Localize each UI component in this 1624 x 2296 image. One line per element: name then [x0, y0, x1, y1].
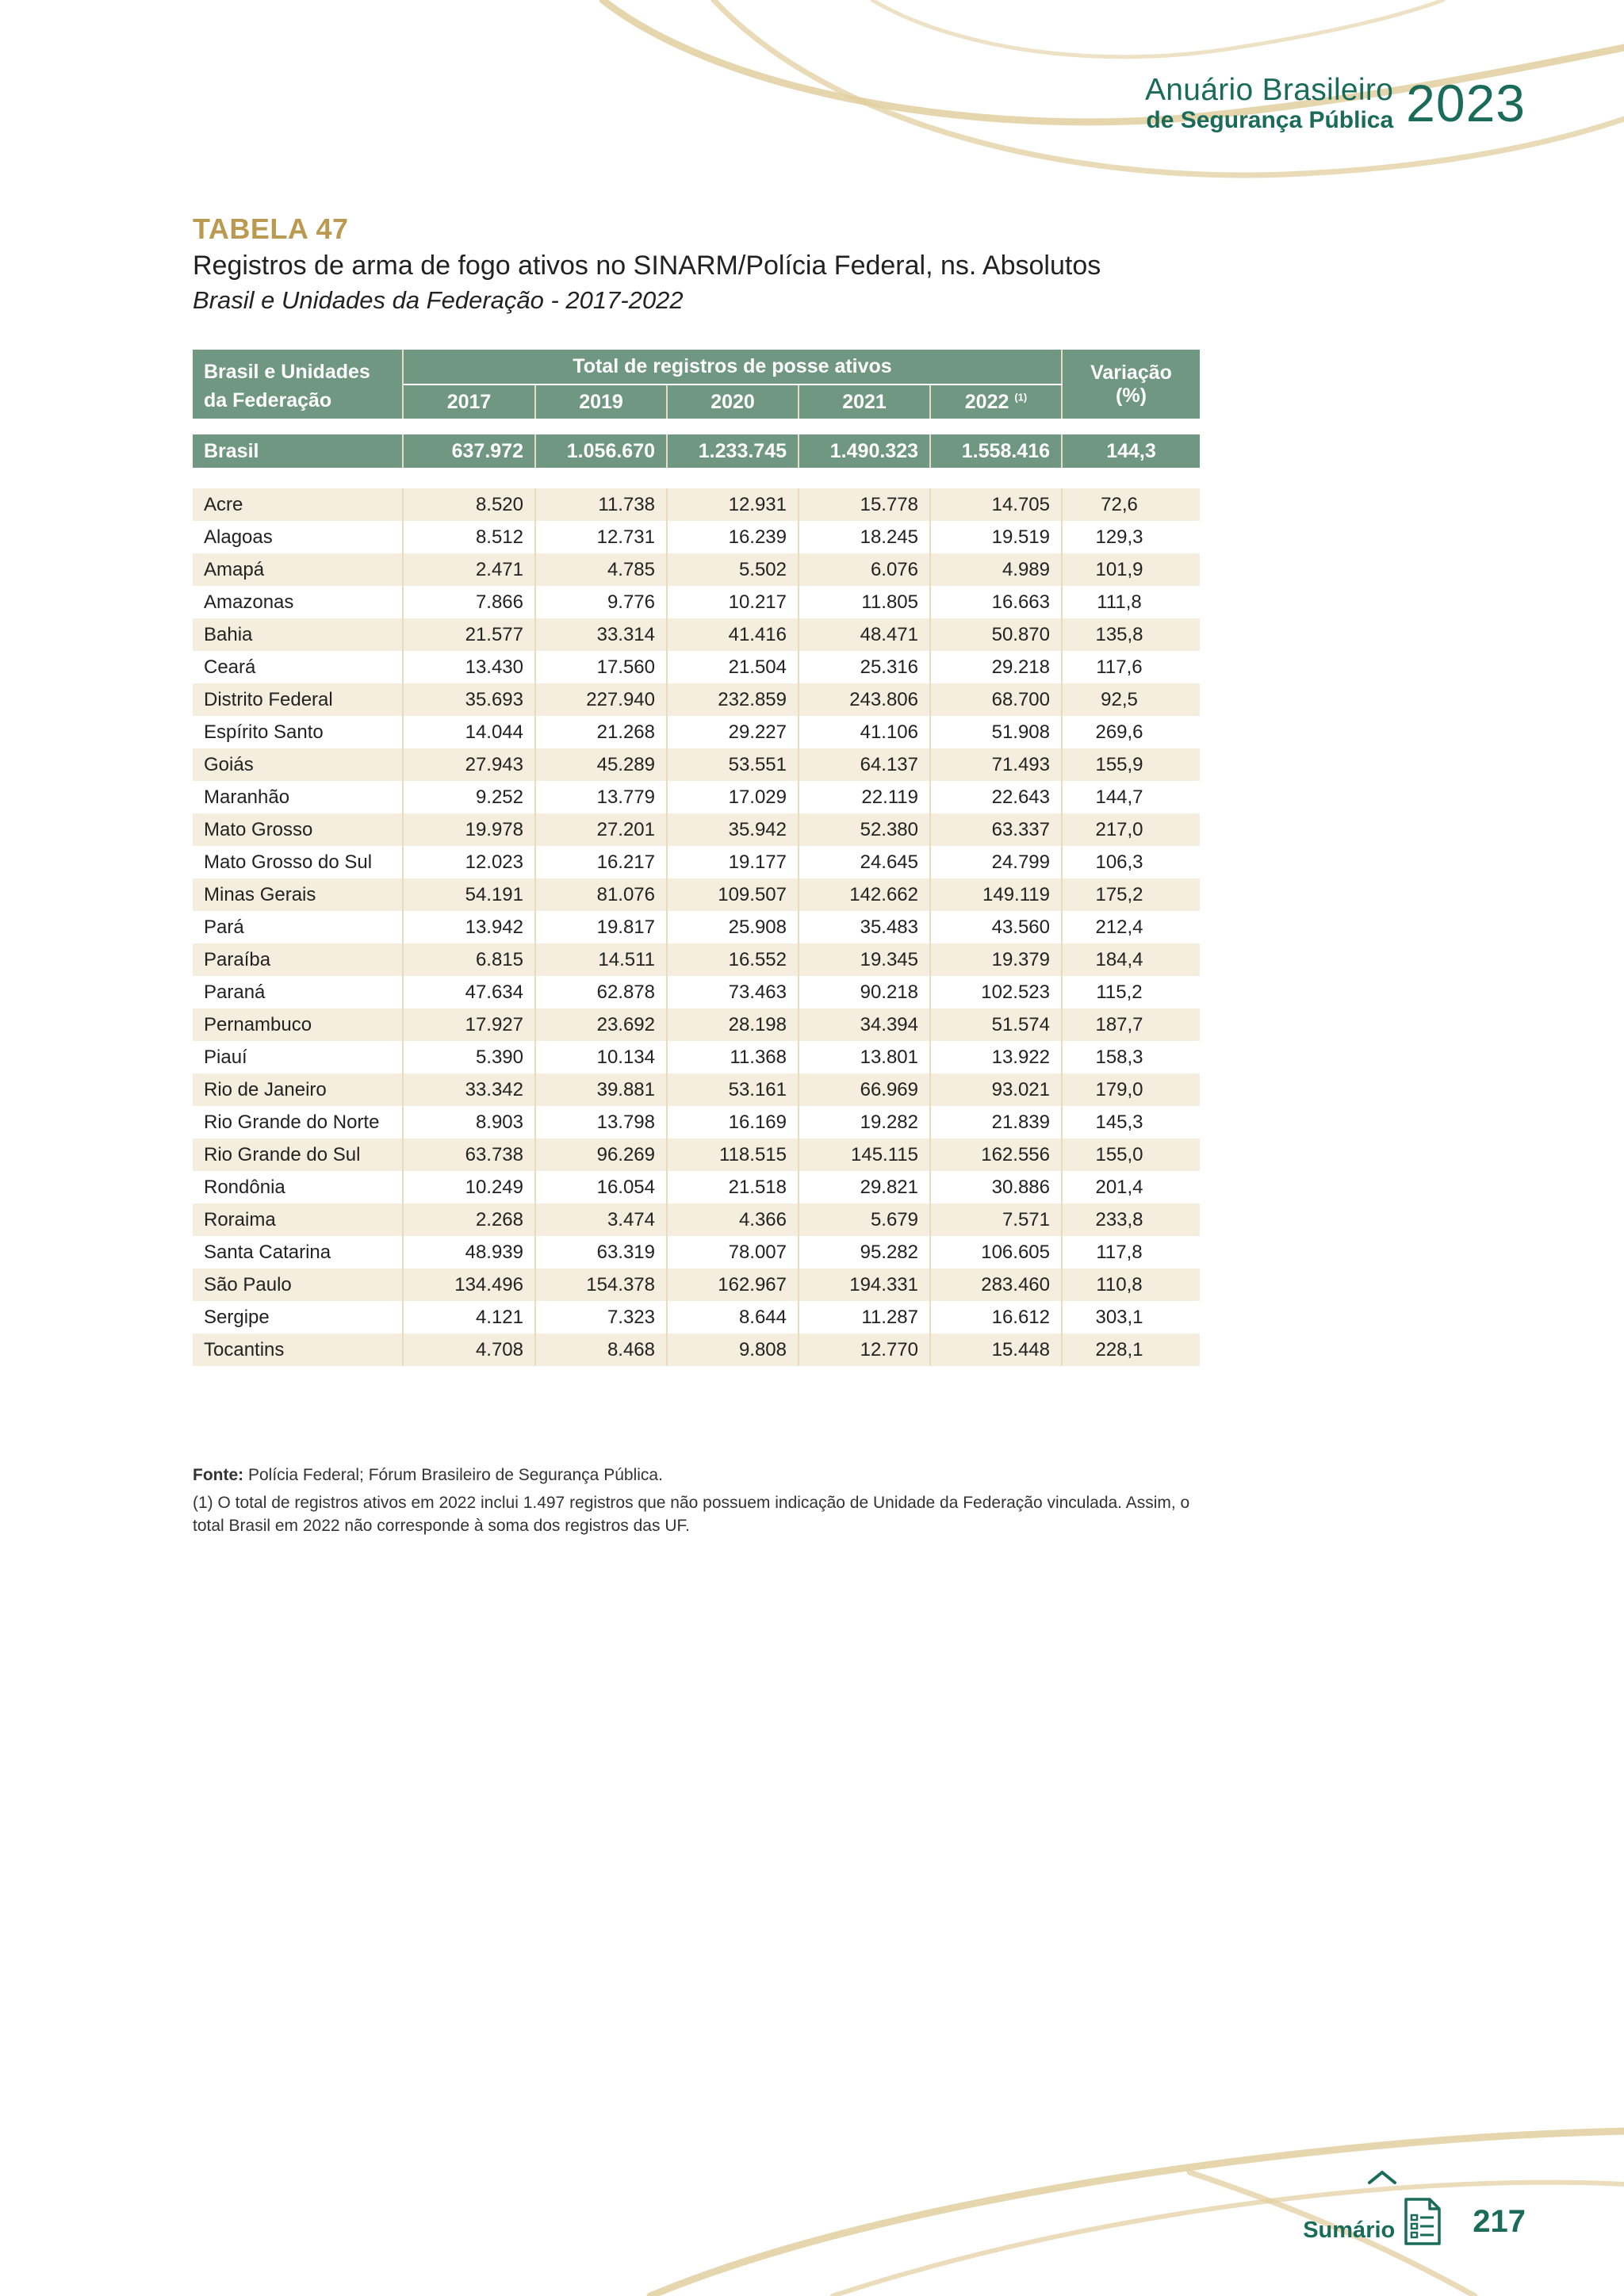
table-cell: 637.972 [403, 434, 535, 468]
table-cell: 158,3 [1062, 1041, 1200, 1073]
table-cell: 7.323 [535, 1301, 667, 1334]
table-row [193, 716, 1200, 748]
table-cell: 17.560 [535, 651, 667, 683]
table-cell: 144,7 [1062, 781, 1200, 813]
table-cell: 13.801 [799, 1041, 930, 1073]
publication-brand [1145, 73, 1526, 133]
table-cell: 16.169 [667, 1106, 799, 1138]
table-cell: 25.908 [667, 911, 799, 943]
table-row [193, 943, 1200, 976]
table-cell: 41.106 [799, 716, 930, 748]
table-cell: 6.076 [799, 553, 930, 586]
table-cell: 93.021 [930, 1073, 1062, 1106]
table-cell: 283.460 [930, 1269, 1062, 1301]
page-footer [1303, 2196, 1526, 2247]
table-row [193, 521, 1200, 553]
table-cell: 179,0 [1062, 1073, 1200, 1106]
data-table [193, 350, 1200, 1366]
source-note [193, 1464, 1200, 1487]
table-cell: 45.289 [535, 748, 667, 781]
table-cell: 48.939 [403, 1236, 535, 1269]
table-cell: 4.366 [667, 1203, 799, 1236]
table-row [193, 1171, 1200, 1203]
table-cell: 95.282 [799, 1236, 930, 1269]
table-cell: 5.390 [403, 1041, 535, 1073]
table-cell: 48.471 [799, 618, 930, 651]
table-notes [193, 1464, 1200, 1542]
table-cell: 63.337 [930, 813, 1062, 846]
table-cell: 54.191 [403, 878, 535, 911]
table-cell: 14.705 [930, 488, 1062, 521]
table-cell: 15.448 [930, 1334, 1062, 1366]
table-cell: 16.612 [930, 1301, 1062, 1334]
table-cell: 2.471 [403, 553, 535, 586]
table-cell: 4.708 [403, 1334, 535, 1366]
state-name-cell: Tocantins [193, 1334, 403, 1366]
table-cell: 13.942 [403, 911, 535, 943]
table-row [193, 1236, 1200, 1269]
table-row [193, 911, 1200, 943]
table-cell: 175,2 [1062, 878, 1200, 911]
table-cell: 201,4 [1062, 1171, 1200, 1203]
state-name-cell: Mato Grosso do Sul [193, 846, 403, 878]
table-cell: 71.493 [930, 748, 1062, 781]
table-cell: 62.878 [535, 976, 667, 1008]
table-cell: 129,3 [1062, 521, 1200, 553]
brand-line-1: Anuário Brasileiro [1144, 72, 1394, 107]
column-header-year: 2019 [535, 385, 667, 419]
column-header-year-2022 [930, 385, 1062, 419]
table-cell: 135,8 [1062, 618, 1200, 651]
table-row [193, 553, 1200, 586]
brand-line-2: de Segurança Pública [1146, 106, 1394, 133]
state-name-cell: Goiás [193, 748, 403, 781]
state-name-cell: Mato Grosso [193, 813, 403, 846]
table-cell: 243.806 [799, 683, 930, 716]
table-cell: 64.137 [799, 748, 930, 781]
table-cell: 12.770 [799, 1334, 930, 1366]
table-cell: 19.177 [667, 846, 799, 878]
table-cell: 30.886 [930, 1171, 1062, 1203]
table-cell: 28.198 [667, 1008, 799, 1041]
table-cell: 19.978 [403, 813, 535, 846]
table-cell: 66.969 [799, 1073, 930, 1106]
table-cell: 47.634 [403, 976, 535, 1008]
table-cell: 19.519 [930, 521, 1062, 553]
table-cell: 29.218 [930, 651, 1062, 683]
table-cell: 162.967 [667, 1269, 799, 1301]
state-name-cell: Roraima [193, 1203, 403, 1236]
table-row [193, 1334, 1200, 1366]
column-header-year: 2020 [667, 385, 799, 419]
table-cell: 5.679 [799, 1203, 930, 1236]
table-cell: 51.574 [930, 1008, 1062, 1041]
table-cell: 8.903 [403, 1106, 535, 1138]
table-cell: 39.881 [535, 1073, 667, 1106]
table-cell: 21.268 [535, 716, 667, 748]
table-cell: 9.776 [535, 586, 667, 618]
state-name-cell: Amapá [193, 553, 403, 586]
table-cell: 184,4 [1062, 943, 1200, 976]
table-cell: 13.430 [403, 651, 535, 683]
table-cell: 145,3 [1062, 1106, 1200, 1138]
table-cell: 1.558.416 [930, 434, 1062, 468]
table-cell: 8.520 [403, 488, 535, 521]
table-cell: 134.496 [403, 1269, 535, 1301]
brand-year: 2023 [1406, 74, 1526, 132]
table-cell: 117,6 [1062, 651, 1200, 683]
table-cell: 16.663 [930, 586, 1062, 618]
table-cell: 43.560 [930, 911, 1062, 943]
table-cell: 22.119 [799, 781, 930, 813]
table-cell: 2.268 [403, 1203, 535, 1236]
table-cell: 27.201 [535, 813, 667, 846]
table-cell: 14.044 [403, 716, 535, 748]
table-cell: 63.319 [535, 1236, 667, 1269]
table-cell: 18.245 [799, 521, 930, 553]
table-cell: 24.799 [930, 846, 1062, 878]
table-cell: 50.870 [930, 618, 1062, 651]
footnote-marker: (1) [1014, 391, 1028, 404]
table-cell: 15.778 [799, 488, 930, 521]
table-subtitle: Brasil e Unidades da Federação - 2017-2022 [193, 286, 684, 314]
table-cell: 154.378 [535, 1269, 667, 1301]
table-cell: 96.269 [535, 1138, 667, 1171]
table-cell: 16.217 [535, 846, 667, 878]
table-cell: 78.007 [667, 1236, 799, 1269]
table-cell: 13.779 [535, 781, 667, 813]
table-cell: 53.161 [667, 1073, 799, 1106]
table-cell: 4.989 [930, 553, 1062, 586]
table-cell: 16.552 [667, 943, 799, 976]
table-row [193, 813, 1200, 846]
table-cell: 12.731 [535, 521, 667, 553]
year-2022-label: 2022 [964, 390, 1009, 413]
table-cell: 25.316 [799, 651, 930, 683]
state-name-cell: Paraná [193, 976, 403, 1008]
table-cell: 10.134 [535, 1041, 667, 1073]
table-cell: 72,6 [1062, 488, 1200, 521]
table-cell: Brasil [193, 434, 403, 468]
state-name-cell: Alagoas [193, 521, 403, 553]
state-name-cell: Sergipe [193, 1301, 403, 1334]
table-cell: 19.817 [535, 911, 667, 943]
table-cell: 7.571 [930, 1203, 1062, 1236]
table-cell: 27.943 [403, 748, 535, 781]
table-cell: 52.380 [799, 813, 930, 846]
column-header-year: 2021 [799, 385, 930, 419]
table-cell: 9.808 [667, 1334, 799, 1366]
table-cell: 11.368 [667, 1041, 799, 1073]
state-name-cell: Pernambuco [193, 1008, 403, 1041]
table-cell: 303,1 [1062, 1301, 1200, 1334]
table-cell: 19.379 [930, 943, 1062, 976]
table-cell: 212,4 [1062, 911, 1200, 943]
table-cell: 63.738 [403, 1138, 535, 1171]
table-cell: 14.511 [535, 943, 667, 976]
state-name-cell: Rio Grande do Norte [193, 1106, 403, 1138]
table-cell: 21.518 [667, 1171, 799, 1203]
table-cell: 155,0 [1062, 1138, 1200, 1171]
footnote: (1) O total de registros ativos em 2022 inclui 1.497 registros que não possuem indicação de Unidade da Federação vinculada. Assim, o total Brasil em 2022 não corresponde à soma dos registros das UF. [193, 1494, 1190, 1535]
table-cell: 35.942 [667, 813, 799, 846]
table-cell: 5.502 [667, 553, 799, 586]
table-cell: 22.643 [930, 781, 1062, 813]
table-cell: 19.345 [799, 943, 930, 976]
table-cell: 118.515 [667, 1138, 799, 1171]
sumario-label: Sumário [1303, 2218, 1396, 2243]
table-row [193, 748, 1200, 781]
table-row [193, 1073, 1200, 1106]
table-cell: 34.394 [799, 1008, 930, 1041]
table-cell: 194.331 [799, 1269, 930, 1301]
table-cell: 24.645 [799, 846, 930, 878]
table-cell: 35.483 [799, 911, 930, 943]
state-rows [193, 488, 1200, 1366]
state-name-cell: Rio Grande do Sul [193, 1138, 403, 1171]
table-cell: 269,6 [1062, 716, 1200, 748]
table-cell: 19.282 [799, 1106, 930, 1138]
brand-title [1144, 72, 1394, 133]
table-row [193, 651, 1200, 683]
state-name-cell: Rio de Janeiro [193, 1073, 403, 1106]
table-cell: 8.468 [535, 1334, 667, 1366]
table-cell: 187,7 [1062, 1008, 1200, 1041]
table-cell: 23.692 [535, 1008, 667, 1041]
table-cell: 81.076 [535, 878, 667, 911]
table-row [193, 1203, 1200, 1236]
column-header-variation: Variação (%) [1062, 350, 1200, 419]
table-cell: 111,8 [1062, 586, 1200, 618]
table-cell: 53.551 [667, 748, 799, 781]
table-cell: 1.056.670 [535, 434, 667, 468]
source-label: Fonte: [193, 1466, 244, 1484]
table-cell: 16.054 [535, 1171, 667, 1203]
table-cell: 21.839 [930, 1106, 1062, 1138]
table-row [193, 781, 1200, 813]
table-cell: 110,8 [1062, 1269, 1200, 1301]
table-row [193, 683, 1200, 716]
table-cell: 29.821 [799, 1171, 930, 1203]
table-row [193, 1138, 1200, 1171]
table-cell: 155,9 [1062, 748, 1200, 781]
table-cell: 4.785 [535, 553, 667, 586]
page-number: 217 [1473, 2203, 1526, 2239]
table-cell: 17.927 [403, 1008, 535, 1041]
table-heading [193, 212, 1224, 315]
table-cell: 9.252 [403, 781, 535, 813]
table-cell: 35.693 [403, 683, 535, 716]
table-cell: 109.507 [667, 878, 799, 911]
table-row [193, 976, 1200, 1008]
table-row [193, 1269, 1200, 1301]
brasil-total-row [193, 434, 1200, 468]
state-name-cell: Bahia [193, 618, 403, 651]
table-cell: 233,8 [1062, 1203, 1200, 1236]
table-cell: 10.249 [403, 1171, 535, 1203]
column-header-region: Brasil e Unidades da Federação [193, 350, 403, 419]
state-name-cell: Rondônia [193, 1171, 403, 1203]
state-name-cell: Distrito Federal [193, 683, 403, 716]
table-cell: 13.922 [930, 1041, 1062, 1073]
table-cell: 1.233.745 [667, 434, 799, 468]
state-name-cell: Maranhão [193, 781, 403, 813]
document-list-icon [1403, 2196, 1442, 2247]
table-cell: 115,2 [1062, 976, 1200, 1008]
table-cell: 12.931 [667, 488, 799, 521]
table-cell: 3.474 [535, 1203, 667, 1236]
table-cell: 101,9 [1062, 553, 1200, 586]
table-cell: 144,3 [1062, 434, 1200, 468]
table-cell: 102.523 [930, 976, 1062, 1008]
state-name-cell: Piauí [193, 1041, 403, 1073]
table-cell: 232.859 [667, 683, 799, 716]
table-cell: 227.940 [535, 683, 667, 716]
state-name-cell: Espírito Santo [193, 716, 403, 748]
state-name-cell: Paraíba [193, 943, 403, 976]
table-cell: 7.866 [403, 586, 535, 618]
table-cell: 51.908 [930, 716, 1062, 748]
table-row [193, 586, 1200, 618]
column-header-year: 2017 [403, 385, 535, 419]
table-cell: 217,0 [1062, 813, 1200, 846]
table-cell: 106.605 [930, 1236, 1062, 1269]
table-cell: 13.798 [535, 1106, 667, 1138]
table-cell: 10.217 [667, 586, 799, 618]
table-cell: 6.815 [403, 943, 535, 976]
table-cell: 17.029 [667, 781, 799, 813]
table-cell: 145.115 [799, 1138, 930, 1171]
table-cell: 33.314 [535, 618, 667, 651]
table-cell: 228,1 [1062, 1334, 1200, 1366]
table-cell: 1.490.323 [799, 434, 930, 468]
table-cell: 11.738 [535, 488, 667, 521]
table-cell: 41.416 [667, 618, 799, 651]
table-row [193, 1106, 1200, 1138]
source-text: Polícia Federal; Fórum Brasileiro de Segurança Pública. [243, 1466, 663, 1484]
state-name-cell: Santa Catarina [193, 1236, 403, 1269]
table-cell: 12.023 [403, 846, 535, 878]
table-cell: 8.644 [667, 1301, 799, 1334]
table-row [193, 1301, 1200, 1334]
table-cell: 29.227 [667, 716, 799, 748]
table-cell: 106,3 [1062, 846, 1200, 878]
state-name-cell: Pará [193, 911, 403, 943]
table-cell: 117,8 [1062, 1236, 1200, 1269]
state-name-cell: Minas Gerais [193, 878, 403, 911]
table-cell: 4.121 [403, 1301, 535, 1334]
table-cell: 149.119 [930, 878, 1062, 911]
table-title: Registros de arma de fogo ativos no SINARM/Polícia Federal, ns. Absolutos [193, 251, 1101, 281]
table-cell: 73.463 [667, 976, 799, 1008]
table-row [193, 878, 1200, 911]
table-row [193, 488, 1200, 521]
table-cell: 162.556 [930, 1138, 1062, 1171]
table-row [193, 1041, 1200, 1073]
state-name-cell: Ceará [193, 651, 403, 683]
table-cell: 33.342 [403, 1073, 535, 1106]
table-cell: 68.700 [930, 683, 1062, 716]
table-cell: 16.239 [667, 521, 799, 553]
sumario-link[interactable] [1303, 2196, 1442, 2247]
state-name-cell: São Paulo [193, 1269, 403, 1301]
table-cell: 92,5 [1062, 683, 1200, 716]
chevron-up-icon [1366, 2169, 1398, 2185]
table-row [193, 846, 1200, 878]
table-cell: 142.662 [799, 878, 930, 911]
table-row [193, 618, 1200, 651]
table-cell: 90.218 [799, 976, 930, 1008]
table-cell: 21.577 [403, 618, 535, 651]
table-cell: 8.512 [403, 521, 535, 553]
table-cell: 21.504 [667, 651, 799, 683]
table-cell: 11.287 [799, 1301, 930, 1334]
table-number: TABELA 47 [193, 212, 349, 245]
state-name-cell: Amazonas [193, 586, 403, 618]
column-header-group: Total de registros de posse ativos [403, 350, 1062, 385]
table-row [193, 1008, 1200, 1041]
state-name-cell: Acre [193, 488, 403, 521]
table-cell: 11.805 [799, 586, 930, 618]
